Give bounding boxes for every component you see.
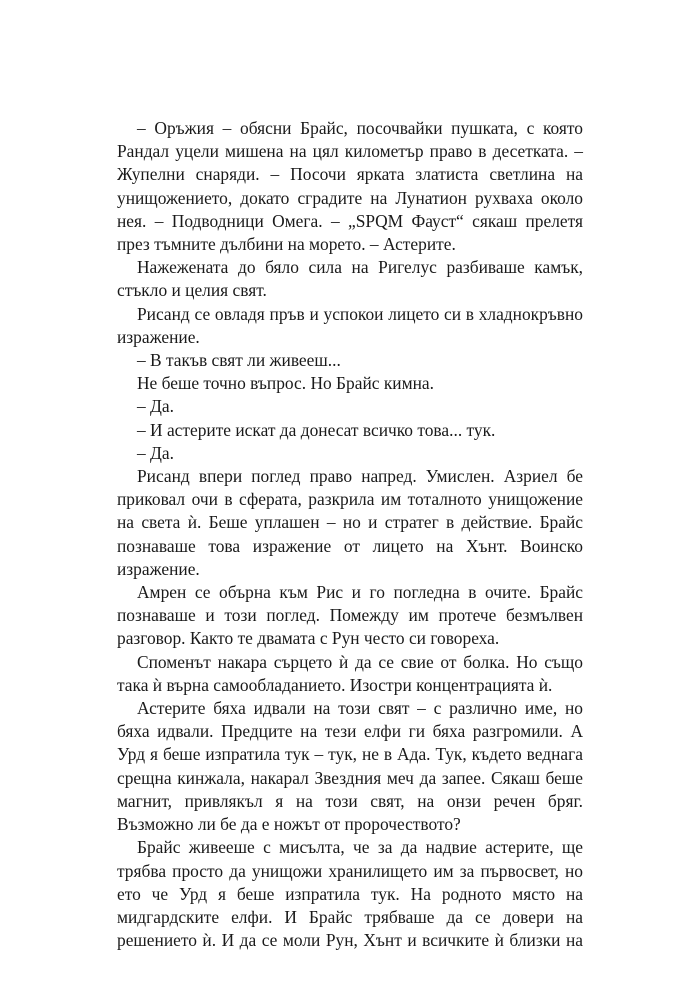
paragraph-amren: Амрен се обърна към Рис и го погледна в очите. Брайс познаваше и този поглед. Помежду им протече безмълвен разговор. Както те двамата с Рун често си говореха. — [117, 582, 583, 649]
paragraph-rhysand-stare: Рисанд впери поглед право напред. Умислен. Азриел бе приковал очи в сферата, разкрила им тоталното унищожение на света ѝ. Беше уплашен – но и стратег в действие. Брайс познаваше това изражение от лицето на Хънт. Воинско изражение. — [117, 466, 583, 579]
paragraph-yes-2: – Да. — [137, 442, 174, 463]
paragraph-rhysand: Рисанд се овладя пръв и успокои лицето си в хладнокръвно изражение. — [117, 303, 583, 347]
paragraph-yes-1: – Да. — [137, 396, 174, 417]
paragraph-memory: Споменът накара сърцето ѝ да се свие от болка. Но също така ѝ върна самообладанието. Изостри концентрацията ѝ. — [117, 651, 583, 695]
body-text — [117, 117, 583, 952]
paragraph-question: – В такъв свят ли живееш... — [137, 350, 341, 371]
paragraph-asteri-came: Астерите бяха идвали на този свят – с различно име, но бяха идвали. Предците на тези елфи ги бяха разгромили. А Урд я беше изпратила тук – тук, не в Ада. Тук, където веднага срещна кинжала, накарал Звездния меч да запее. Сякаш беше магнит, привлякъл я на този свят, на онзи речен бряг. Възможно ли бе да е ножът от пророчеството? — [117, 698, 583, 835]
paragraph-asteri-here: – И астерите искат да донесат всичко това... тук. — [137, 419, 496, 440]
paragraph-nod: Не беше точно въпрос. Но Брайс кимна. — [137, 373, 434, 394]
paragraph-bryce-thought: Брайс живееше с мисълта, че за да надвие астерите, ще трябва просто да унищожи хранилището им за първосвет, но ето че Урд я беше изпратила тук. На родното място на мидгардските елфи. И Брайс трябваше да се довери на решението ѝ. И да се моли Рун, Хънт и всичките ѝ близки на — [117, 837, 583, 951]
paragraph-rigelus: Нажежената до бяло сила на Ригелус разбиваше камък, стъкло и целия свят. — [117, 257, 583, 301]
paragraph-weapons: – Оръжия – обясни Брайс, посочвайки пушката, с която Рандал уцели мишена на цял километър право в десетката. – Жупелни снаряди. – Посочи ярката златиста светлина на унищожението, докато сградите на Лунатион рухваха около нея. – Подводници Омега. – „SPQM Фауст“ сякаш прелетя през тъмните дълбини на морето. – Астерите. — [117, 118, 583, 255]
